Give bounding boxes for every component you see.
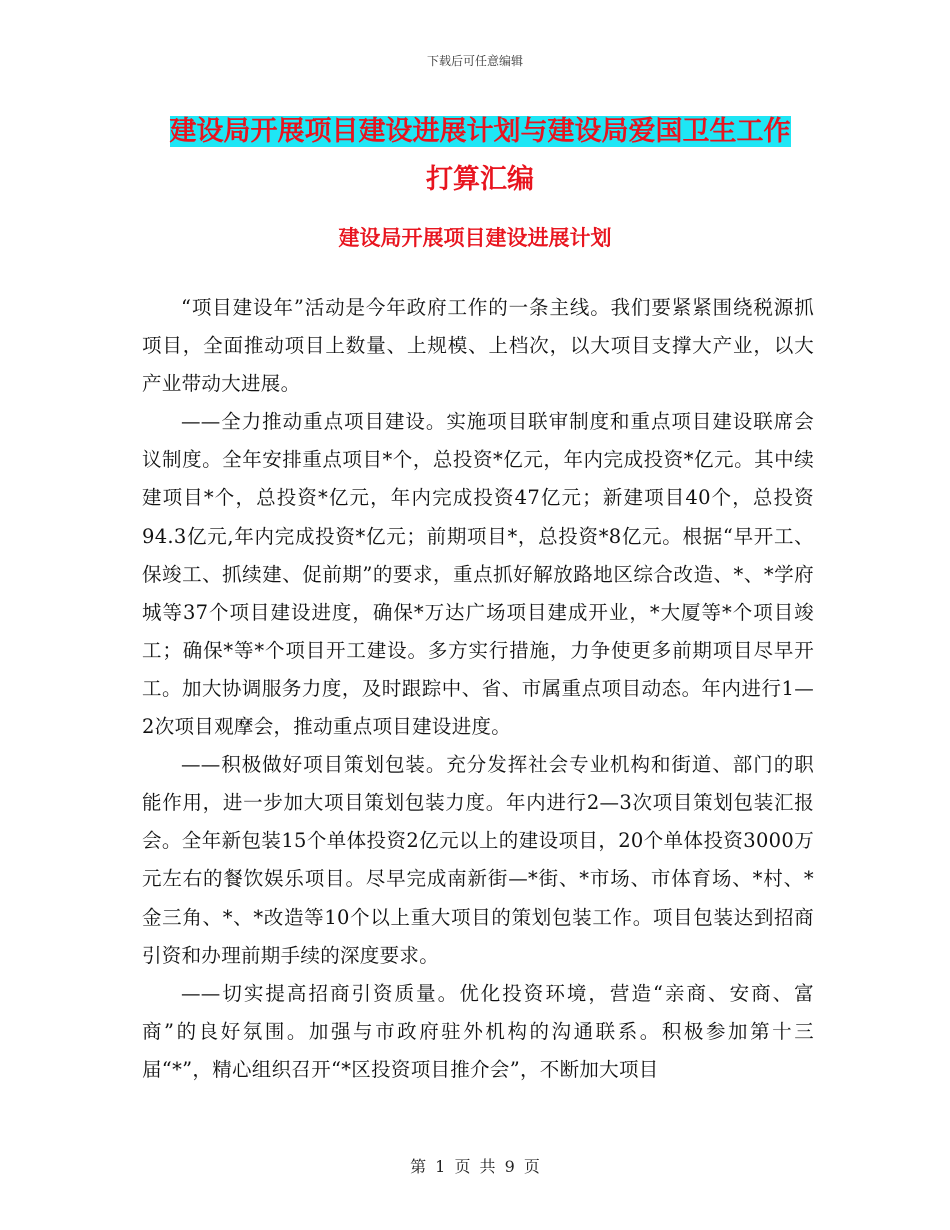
section-title: 建设局开展项目建设进展计划 [338,226,612,250]
paragraph: ——积极做好项目策划包装。充分发挥社会专业机构和街道、部门的职能作用，进一步加大项目策划包装力度。年内进行2—3次项目策划包装汇报会。全年新包装15个单体投资2亿元以上的建设项目，20个单体投资3000万元左右的餐饮娱乐项目。尽早完成南新街—*街、*市场、市体育场、*村、*金三角、*、*改造等10个以上重大项目的策划包装工作。项目包装达到招商引资和办理前期手续的深度要求。 [142,753,814,967]
page-header-note: 下载后可任意编辑 [426,54,523,68]
document-title-line-2: 打算汇编 [426,164,534,195]
paragraph: “项目建设年”活动是今年政府工作的一条主线。我们要紧紧围绕税源抓项目，全面推动项目上数量、上规模、上档次，以大项目支撑大产业，以大产业带动大进展。 [142,296,814,396]
body-text [142,289,814,1089]
page-number-footer: 第 1 页 共 9 页 [410,1157,540,1176]
paragraph: ——切实提高招商引资质量。优化投资环境，营造“亲商、安商、富商”的良好氛围。加强与市政府驻外机构的沟通联系。积极参加第十三届“*”，精心组织召开“*区投资项目推介会”，不断加大项目 [142,981,814,1081]
document-title-line-1: 建设局开展项目建设进展计划与建设局爱国卫生工作 [169,116,791,147]
paragraph: ——全力推动重点项目建设。实施项目联审制度和重点项目建设联席会议制度。全年安排重点项目*个，总投资*亿元，年内完成投资*亿元。其中续建项目*个，总投资*亿元，年内完成投资47亿元；新建项目40个，总投资94.3亿元,年内完成投资*亿元；前期项目*，总投资*8亿元。根据“早开工、保竣工、抓续建、促前期”的要求，重点抓好解放路地区综合改造、*、*学府城等37个项目建设进度，确保*万达广场项目建成开业，*大厦等*个项目竣工；确保*等*个项目开工建设。多方实行措施，力争使更多前期项目尽早开工。加大协调服务力度，及时跟踪中、省、市属重点项目动态。年内进行1—2次项目观摩会，推动重点项目建设进度。 [142,410,814,739]
document-title [140,108,820,204]
